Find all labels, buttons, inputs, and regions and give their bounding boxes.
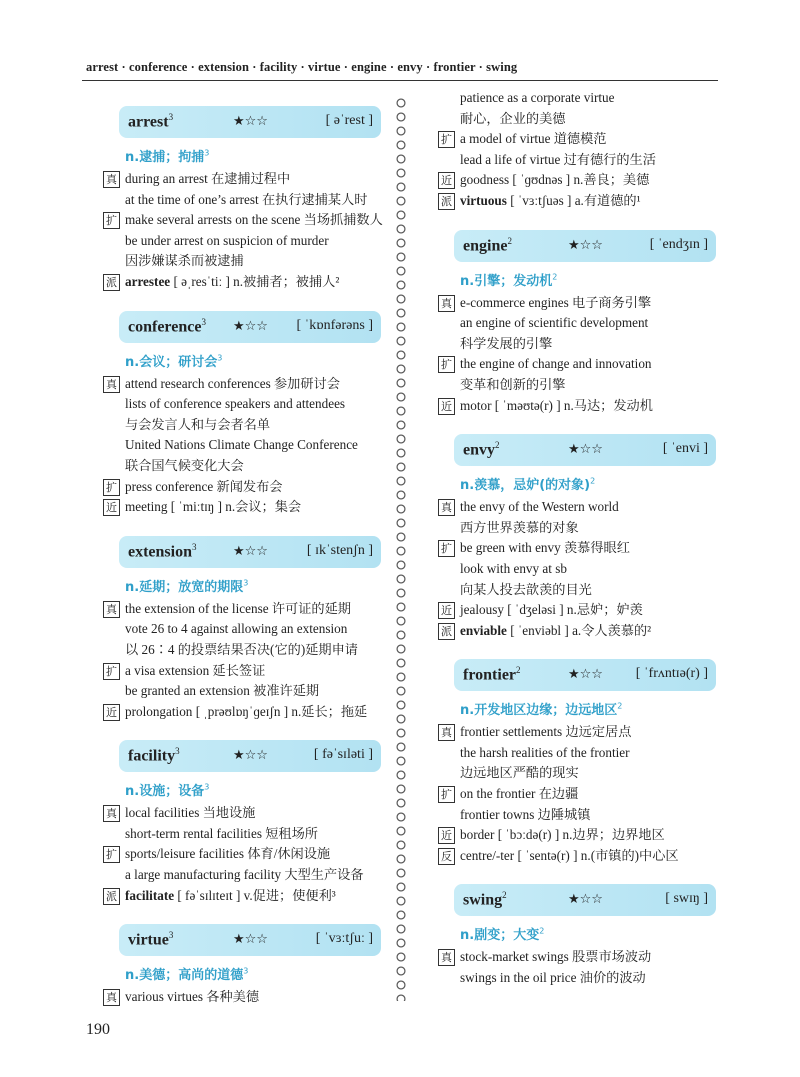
derived-word: facilitate xyxy=(125,887,175,903)
entry-tag: 派 xyxy=(103,274,120,291)
page-header: arrest · conference · extension · facility · virtue · engine · envy · frontier · swing xyxy=(86,60,518,74)
star-rating: ★☆☆ xyxy=(568,667,603,683)
sense-frequency: 3 xyxy=(243,578,249,588)
line-text: be granted an extension 被准许延期 xyxy=(125,683,320,699)
sense-label xyxy=(125,351,393,370)
line-text: the engine of change and innovation xyxy=(460,356,652,372)
entry-tag: 扩 xyxy=(103,663,120,680)
entry-tag: 近 xyxy=(103,704,120,721)
entry-tag: 近 xyxy=(438,398,455,415)
line-text: meeting [ ˈmiːtɪŋ ] n.会议；集会 xyxy=(125,499,302,515)
derived-word: enviable xyxy=(460,622,507,638)
line-text: look with envy at sb xyxy=(460,560,567,576)
entry-line xyxy=(103,886,393,907)
entry-line xyxy=(103,844,393,865)
line-text: sports/leisure facilities 体育/休闲设施 xyxy=(125,846,331,862)
entry-tag: 近 xyxy=(438,602,455,619)
line-text: be green with envy 羡慕得眼红 xyxy=(460,540,630,556)
line-text: 以 26∶4 的投票结果否决(它的)延期申请 xyxy=(125,641,358,657)
sense-frequency: 3 xyxy=(204,782,210,792)
headword xyxy=(128,930,173,949)
entry-line xyxy=(438,129,728,150)
headword-text: engine xyxy=(463,236,508,254)
sense-label xyxy=(460,699,728,718)
entry-line xyxy=(438,375,728,396)
sense-text: n.逮捕；拘捕 xyxy=(125,150,205,165)
line-text: make several arrests on the scene 当场抓捕数人 xyxy=(125,212,383,228)
headword-box xyxy=(454,230,716,262)
sense-text: n.延期；放宽的期限 xyxy=(125,579,244,595)
entry-tag: 反 xyxy=(438,848,455,865)
header-rule xyxy=(82,80,718,81)
entry-line xyxy=(438,109,728,130)
entry-tag: 真 xyxy=(438,949,455,966)
entry-line xyxy=(438,846,728,867)
headword xyxy=(463,440,500,459)
entry-line xyxy=(103,394,393,415)
entry-line xyxy=(438,354,728,375)
entry-tag: 近 xyxy=(103,499,120,516)
entry-line xyxy=(103,435,393,456)
headword-box xyxy=(454,434,716,466)
line-text: border [ ˈbɔːdə(r) ] n.边界；边界地区 xyxy=(460,827,665,843)
headword-frequency: 2 xyxy=(495,440,500,451)
headword-box xyxy=(454,659,716,691)
headword-box xyxy=(119,740,381,772)
headword xyxy=(128,317,206,336)
headword xyxy=(463,236,512,255)
entry-conference xyxy=(103,311,393,518)
line-text: swings in the oil price 油价的波动 xyxy=(460,970,646,986)
entry-tag: 派 xyxy=(103,888,120,905)
headword-text: extension xyxy=(128,543,192,561)
headword-box xyxy=(454,884,716,916)
line-text: frontier settlements 边远定居点 xyxy=(460,724,632,740)
pronunciation: [ ˈkɒnfərəns ] xyxy=(296,317,373,333)
sense-label xyxy=(125,146,393,165)
pronunciation: [ swɪŋ ] xyxy=(665,891,708,907)
entry-line xyxy=(438,334,728,355)
headword-text: arrest xyxy=(128,113,169,131)
entry-line xyxy=(438,621,728,642)
headword-frequency: 2 xyxy=(516,665,521,676)
entry-tag: 扩 xyxy=(103,479,120,496)
star-rating: ★☆☆ xyxy=(568,237,603,253)
entry-tag: 真 xyxy=(438,499,455,516)
headword-frequency: 3 xyxy=(192,541,197,552)
entry-line xyxy=(438,805,728,826)
line-text: during an arrest 在逮捕过程中 xyxy=(125,171,291,186)
line-text: 耐心，企业的美德 xyxy=(460,110,566,126)
page-number: 190 xyxy=(86,1021,110,1038)
line-text: be under arrest on suspicion of murder xyxy=(125,232,329,248)
right-column xyxy=(438,88,728,997)
entry-tag: 扩 xyxy=(438,356,455,373)
headword-text: swing xyxy=(463,891,503,909)
entry-line xyxy=(438,497,728,518)
continued-entry-lines xyxy=(438,88,728,212)
entry-line xyxy=(438,947,728,968)
sense-frequency: 2 xyxy=(539,927,545,937)
entry-line xyxy=(103,865,393,886)
star-rating: ★☆☆ xyxy=(233,543,268,559)
line-text: stock-market swings 股票市场波动 xyxy=(460,949,652,965)
pronunciation: [ ˈendʒɪn ] xyxy=(649,236,708,252)
entry-tag: 扩 xyxy=(103,212,120,229)
entry-line xyxy=(103,190,393,211)
line-text: short-term rental facilities 短租场所 xyxy=(125,825,318,841)
entry-engine xyxy=(438,230,728,417)
line-text: attend research conferences 参加研讨会 xyxy=(125,375,340,391)
entry-line xyxy=(438,170,728,191)
headword xyxy=(463,665,521,684)
star-rating: ★☆☆ xyxy=(233,932,268,948)
line-text: 因涉嫌谋杀而被逮捕 xyxy=(125,253,244,269)
entry-tag: 真 xyxy=(103,601,120,618)
line-text: [ fəˈsɪlɪteɪt ] v.促进；使便利³ xyxy=(174,887,336,903)
entry-line xyxy=(103,272,393,293)
headword-frequency: 3 xyxy=(168,112,174,122)
pronunciation: [ ˈfrʌntɪə(r) ] xyxy=(635,666,708,682)
headword-text: frontier xyxy=(463,666,517,684)
entry-line xyxy=(103,987,393,1008)
pronunciation: [ ɪkˈstenʃn ] xyxy=(306,542,373,558)
sense-frequency: 2 xyxy=(552,272,558,282)
headword-frequency: 3 xyxy=(168,930,174,941)
entry-line xyxy=(103,681,393,702)
line-text: 科学发展的引擎 xyxy=(460,335,553,351)
entry-line xyxy=(438,293,728,314)
sense-frequency: 3 xyxy=(204,148,210,158)
entry-line xyxy=(438,396,728,417)
entry-frontier xyxy=(438,659,728,866)
entry-line xyxy=(438,743,728,764)
entry-tag: 派 xyxy=(438,193,455,210)
entry-tag: 真 xyxy=(103,171,120,188)
line-text: the harsh realities of the frontier xyxy=(460,744,630,760)
entry-line xyxy=(438,722,728,743)
entry-line xyxy=(438,313,728,334)
sense-text: n.美德；高尚的道德 xyxy=(125,968,244,984)
headword-box xyxy=(119,106,381,138)
entry-line xyxy=(103,619,393,640)
entry-line xyxy=(438,559,728,580)
line-text: 西方世界羡慕的对象 xyxy=(460,519,579,535)
headword-frequency: 2 xyxy=(502,890,507,901)
star-rating: ★☆☆ xyxy=(568,442,603,458)
sense-label xyxy=(460,924,728,943)
pronunciation: [ ˈenvi ] xyxy=(662,441,708,457)
line-text: vote 26 to 4 against allowing an extension xyxy=(125,621,348,637)
entry-envy xyxy=(438,434,728,641)
entry-line xyxy=(438,88,728,109)
entry-line xyxy=(103,824,393,845)
sense-text: n.会议；研讨会 xyxy=(125,354,218,370)
line-text: 向某人投去歆羡的目光 xyxy=(460,581,592,597)
line-text: the extension of the license 许可证的延期 xyxy=(125,600,351,616)
entry-line xyxy=(438,150,728,171)
derived-word: arrestee xyxy=(125,273,171,289)
sense-label xyxy=(125,576,393,595)
line-text: [ ˈvɜːtʃuəs ] a.有道德的¹ xyxy=(506,192,641,208)
headword-frequency: 3 xyxy=(201,316,206,327)
entry-line xyxy=(103,497,393,518)
line-text: 边远地区严酷的现实 xyxy=(460,765,579,781)
line-text: a model of virtue 道德模范 xyxy=(460,131,607,147)
entry-tag: 真 xyxy=(103,376,120,393)
star-rating: ★☆☆ xyxy=(233,114,268,129)
line-text: a visa extension 延长签证 xyxy=(125,662,266,678)
entry-line xyxy=(103,231,393,252)
entry-line xyxy=(103,169,393,190)
line-text: 联合国气候变化大会 xyxy=(125,457,244,473)
entry-line xyxy=(103,702,393,723)
sense-text: n.剧变；大变 xyxy=(460,928,540,944)
star-rating: ★☆☆ xyxy=(233,318,268,334)
entry-line xyxy=(438,518,728,539)
line-text: on the frontier 在边疆 xyxy=(460,786,579,802)
derived-word: virtuous xyxy=(460,192,507,208)
line-text: prolongation [ ˌprəʊlɒŋˈɡeɪʃn ] n.延长；拖延 xyxy=(125,703,368,719)
entry-line xyxy=(438,968,728,989)
entry-swing xyxy=(438,884,728,988)
line-text: frontier towns 边陲城镇 xyxy=(460,806,591,822)
entry-tag: 真 xyxy=(438,724,455,741)
sense-frequency: 3 xyxy=(243,966,249,976)
left-column xyxy=(103,88,393,1016)
entry-line xyxy=(103,456,393,477)
entry-line xyxy=(438,763,728,784)
sense-label xyxy=(460,270,728,289)
entry-line xyxy=(103,210,393,231)
headword-frequency: 3 xyxy=(175,746,180,757)
entry-line xyxy=(103,599,393,620)
headword-text: facility xyxy=(128,747,176,765)
line-text: United Nations Climate Change Conference xyxy=(125,437,358,453)
sense-text: n.引擎；发动机 xyxy=(460,273,553,289)
entry-line xyxy=(438,580,728,601)
pronunciation: [ əˈrest ] xyxy=(325,113,373,128)
star-rating: ★☆☆ xyxy=(233,748,268,764)
headword xyxy=(128,542,197,561)
line-text: local facilities 当地设施 xyxy=(125,805,256,821)
sense-frequency: 2 xyxy=(617,701,623,711)
entry-tag: 扩 xyxy=(438,786,455,803)
entry-tag: 近 xyxy=(438,172,455,189)
entry-line xyxy=(103,803,393,824)
entry-tag: 派 xyxy=(438,623,455,640)
star-rating: ★☆☆ xyxy=(568,892,603,908)
entry-line xyxy=(103,640,393,661)
entry-line xyxy=(438,191,728,212)
entry-line xyxy=(103,477,393,498)
entry-line xyxy=(103,661,393,682)
line-text: motor [ ˈməʊtə(r) ] n.马达；发动机 xyxy=(460,397,653,413)
headword-frequency: 2 xyxy=(507,235,512,246)
line-text: at the time of one’s arrest 在执行逮捕某人时 xyxy=(125,191,368,207)
headword xyxy=(128,746,180,765)
entry-tag: 扩 xyxy=(438,540,455,557)
entry-line xyxy=(103,415,393,436)
line-text: a large manufacturing facility 大型生产设备 xyxy=(125,867,364,883)
entry-line xyxy=(438,538,728,559)
headword-box xyxy=(119,536,381,568)
entry-tag: 真 xyxy=(103,805,120,822)
sense-label xyxy=(460,474,728,493)
entry-arrest xyxy=(103,106,393,293)
line-text: lead a life of virtue 过有德行的生活 xyxy=(460,151,656,167)
entry-tag: 扩 xyxy=(103,846,120,863)
line-text: the envy of the Western world xyxy=(460,499,619,515)
entry-line xyxy=(103,251,393,272)
sense-text: n.开发地区边缘；边远地区 xyxy=(460,703,618,719)
sense-label xyxy=(125,780,393,799)
entry-facility xyxy=(103,740,393,906)
headword-box xyxy=(119,924,381,956)
entry-tag: 真 xyxy=(103,989,120,1006)
line-text: e-commerce engines 电子商务引擎 xyxy=(460,294,652,310)
line-text: press conference 新闻发布会 xyxy=(125,478,283,494)
line-text: patience as a corporate virtue xyxy=(460,90,615,105)
line-text: centre/-ter [ ˈsentə(r) ] n.(市镇的)中心区 xyxy=(460,847,679,863)
line-text: lists of conference speakers and attendees xyxy=(125,396,346,412)
headword-text: virtue xyxy=(128,931,169,949)
sense-text: n.羡慕，忌妒(的对象) xyxy=(460,478,591,494)
entry-line xyxy=(438,784,728,805)
sense-frequency: 2 xyxy=(590,476,596,486)
line-text: various virtues 各种美德 xyxy=(125,989,260,1005)
headword-text: envy xyxy=(463,441,495,459)
column-divider xyxy=(395,96,407,1001)
entry-line xyxy=(103,374,393,395)
pronunciation: [ fəˈsɪləti ] xyxy=(313,747,373,763)
entry-tag: 扩 xyxy=(438,131,455,148)
line-text: [ əˌresˈtiː ] n.被捕者；被捕人² xyxy=(170,273,340,289)
entry-tag: 真 xyxy=(438,295,455,312)
line-text: [ ˈenviəbl ] a.令人羡慕的² xyxy=(506,622,652,638)
entry-tag: 近 xyxy=(438,827,455,844)
entry-virtue xyxy=(103,924,393,1008)
line-text: an engine of scientific development xyxy=(460,315,649,331)
sense-label xyxy=(125,964,393,983)
headword xyxy=(128,112,173,131)
line-text: 变革和创新的引擎 xyxy=(460,376,566,392)
entry-extension xyxy=(103,536,393,723)
pronunciation: [ ˈvɜːtʃuː ] xyxy=(315,931,373,947)
headword-box xyxy=(119,311,381,343)
headword xyxy=(463,890,507,909)
line-text: 与会发言人和与会者名单 xyxy=(125,416,271,432)
sense-frequency: 3 xyxy=(217,353,223,363)
entry-line xyxy=(438,600,728,621)
line-text: jealousy [ ˈdʒeləsi ] n.忌妒；妒羡 xyxy=(460,602,643,618)
line-text: goodness [ ˈɡʊdnəs ] n.善良；美德 xyxy=(460,172,650,188)
headword-text: conference xyxy=(128,317,202,335)
entry-line xyxy=(438,825,728,846)
sense-text: n.设施；设备 xyxy=(125,784,205,800)
